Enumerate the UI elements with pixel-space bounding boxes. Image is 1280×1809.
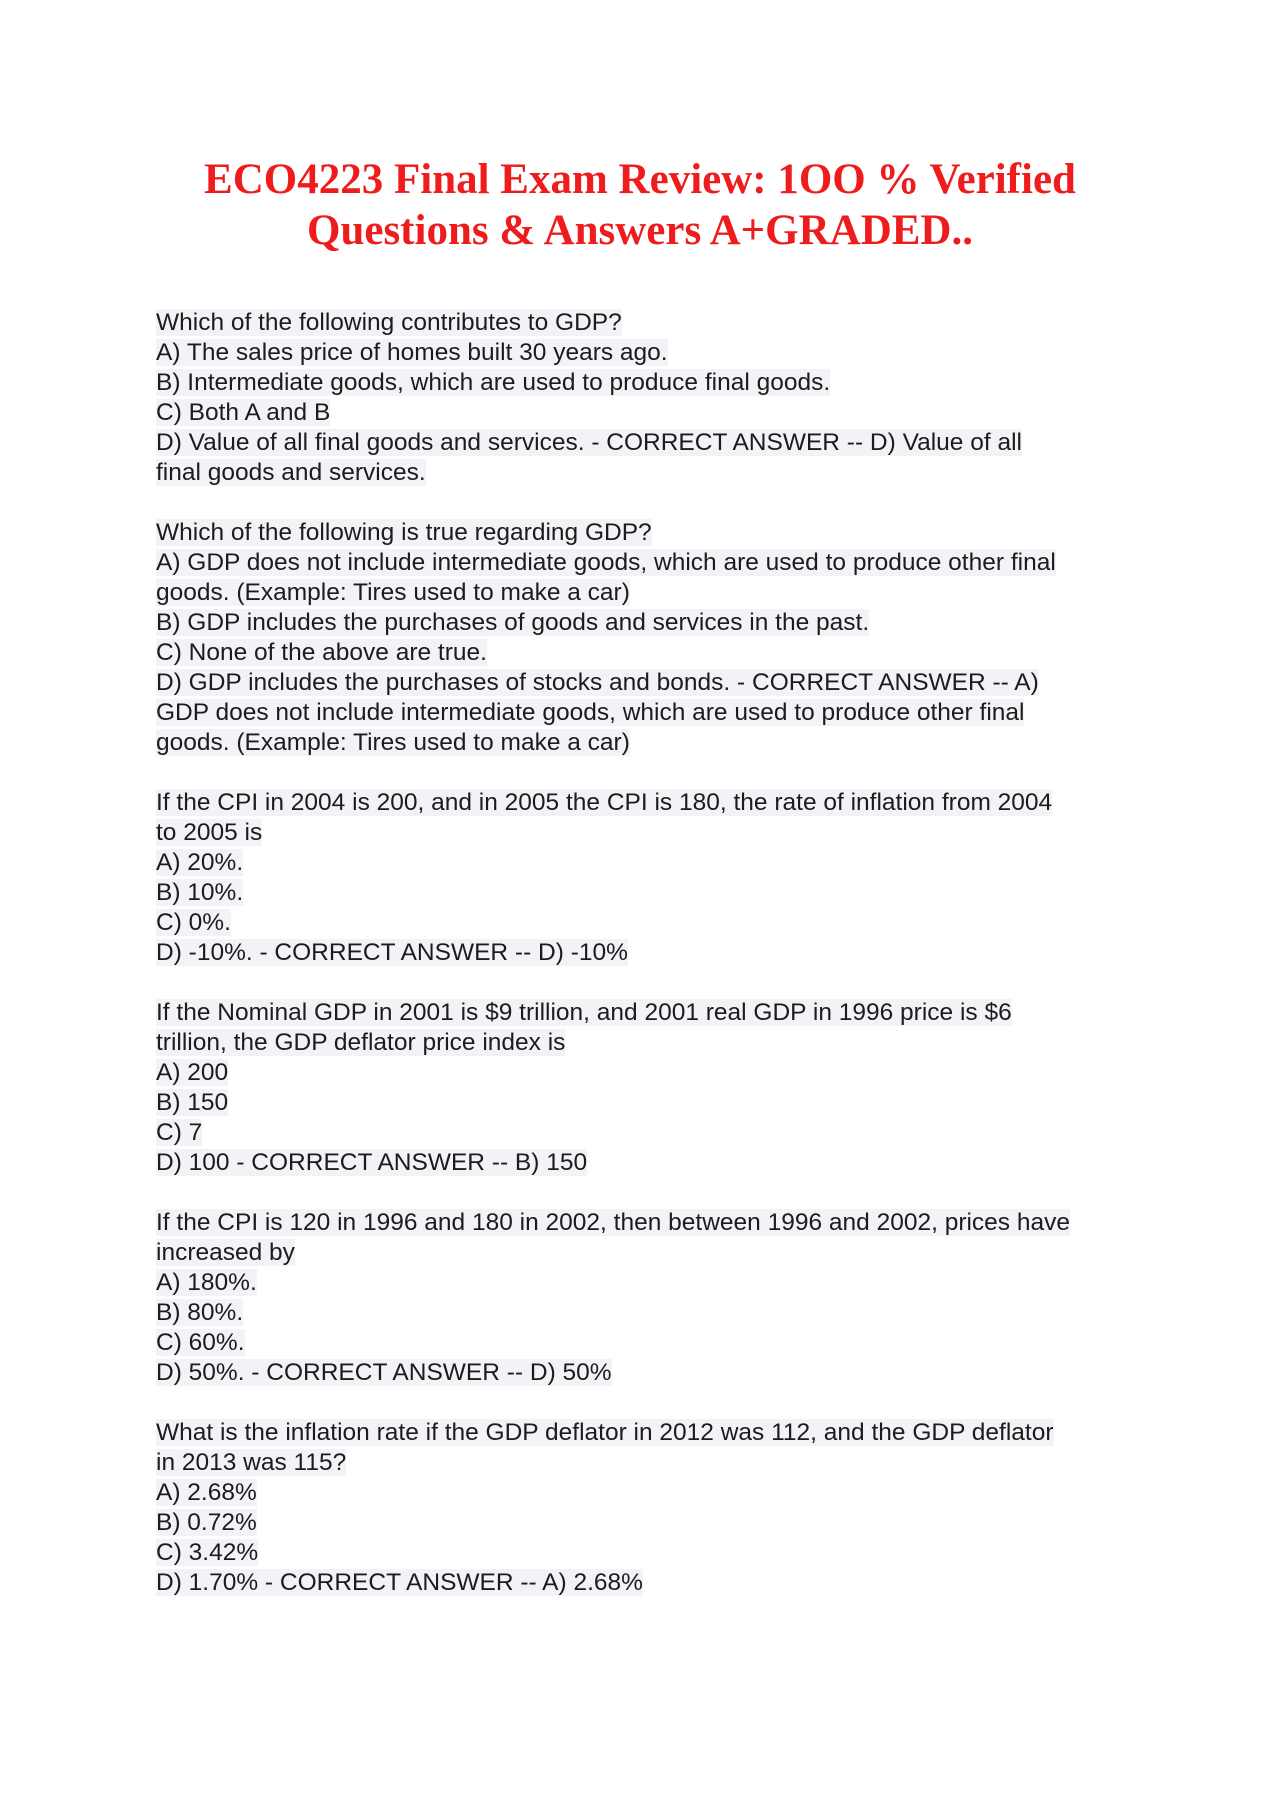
question-line-text: If the CPI is 120 in 1996 and 180 in 2002, then between 1996 and 2002, prices have [156,1209,1070,1236]
question-block [156,518,1156,758]
question-line-text: Which of the following contributes to GDP? [156,309,622,336]
question-line-text: goods. (Example: Tires used to make a car) [156,729,630,756]
question-line [156,608,1156,638]
question-line-text: D) GDP includes the purchases of stocks and bonds. - CORRECT ANSWER -- A) [156,669,1039,696]
question-line [156,548,1156,578]
question-line [156,1448,1156,1478]
question-line [156,1478,1156,1508]
question-line-text: A) 20%. [156,849,244,876]
question-line-text: B) 150 [156,1089,229,1116]
question-line [156,728,1156,758]
question-line-text: C) 60%. [156,1329,245,1356]
question-line [156,398,1156,428]
question-block [156,1208,1156,1388]
question-line-text: Which of the following is true regarding GDP? [156,519,652,546]
question-line [156,1358,1156,1388]
question-line-text: B) GDP includes the purchases of goods and services in the past. [156,609,870,636]
question-block [156,788,1156,968]
question-line [156,818,1156,848]
question-line-text: D) 50%. - CORRECT ANSWER -- D) 50% [156,1359,612,1386]
question-line-text: to 2005 is [156,819,263,846]
question-line [156,848,1156,878]
question-line-text: trillion, the GDP deflator price index is [156,1029,566,1056]
question-line [156,1328,1156,1358]
question-line-text: C) 0%. [156,909,231,936]
question-line-text: B) Intermediate goods, which are used to produce final goods. [156,369,831,396]
question-line-text: in 2013 was 115? [156,1449,347,1476]
question-line [156,428,1156,458]
question-block [156,308,1156,488]
question-line [156,1568,1156,1598]
question-line-text: D) Value of all final goods and services. - CORRECT ANSWER -- D) Value of all [156,429,1022,456]
question-line [156,698,1156,728]
question-line [156,1268,1156,1298]
question-block [156,1418,1156,1598]
question-line-text: final goods and services. [156,459,426,486]
question-line-text: B) 0.72% [156,1509,257,1536]
question-line [156,878,1156,908]
question-line [156,1508,1156,1538]
question-line-text: A) 180%. [156,1269,257,1296]
question-line-text: increased by [156,1239,295,1266]
question-line [156,578,1156,608]
question-line [156,1418,1156,1448]
question-line-text: D) 1.70% - CORRECT ANSWER -- A) 2.68% [156,1569,643,1596]
document-title [0,154,1280,256]
question-line-text: B) 10%. [156,879,244,906]
question-line [156,518,1156,548]
question-line [156,1538,1156,1568]
question-line [156,1238,1156,1268]
question-line-text: D) -10%. - CORRECT ANSWER -- D) -10% [156,939,628,966]
question-line [156,1208,1156,1238]
question-line [156,1148,1156,1178]
question-line [156,938,1156,968]
question-line-text: D) 100 - CORRECT ANSWER -- B) 150 [156,1149,588,1176]
question-line [156,638,1156,668]
question-line [156,908,1156,938]
question-line [156,338,1156,368]
question-list [156,308,1156,1628]
question-line-text: C) Both A and B [156,399,331,426]
title-line-2: Questions & Answers A+GRADED.. [307,207,973,254]
question-line [156,668,1156,698]
question-line-text: If the Nominal GDP in 2001 is $9 trillion, and 2001 real GDP in 1996 price is $6 [156,999,1012,1026]
question-line [156,1088,1156,1118]
question-line-text: What is the inflation rate if the GDP deflator in 2012 was 112, and the GDP deflator [156,1419,1054,1446]
question-block [156,998,1156,1178]
title-line-1: ECO4223 Final Exam Review: 1OO % Verified [204,156,1076,203]
question-line [156,308,1156,338]
question-line [156,998,1156,1028]
question-line [156,458,1156,488]
question-line-text: C) None of the above are true. [156,639,487,666]
question-line-text: B) 80%. [156,1299,244,1326]
question-line [156,1028,1156,1058]
question-line-text: A) The sales price of homes built 30 years ago. [156,339,668,366]
question-line [156,1298,1156,1328]
question-line [156,1058,1156,1088]
question-line [156,1118,1156,1148]
question-line-text: goods. (Example: Tires used to make a car) [156,579,630,606]
question-line-text: If the CPI in 2004 is 200, and in 2005 the CPI is 180, the rate of inflation from 2004 [156,789,1053,816]
question-line-text: C) 7 [156,1119,203,1146]
question-line-text: GDP does not include intermediate goods, which are used to produce other final [156,699,1025,726]
question-line-text: C) 3.42% [156,1539,259,1566]
question-line [156,368,1156,398]
question-line [156,788,1156,818]
question-line-text: A) GDP does not include intermediate goods, which are used to produce other final [156,549,1056,576]
question-line-text: A) 200 [156,1059,229,1086]
question-line-text: A) 2.68% [156,1479,257,1506]
